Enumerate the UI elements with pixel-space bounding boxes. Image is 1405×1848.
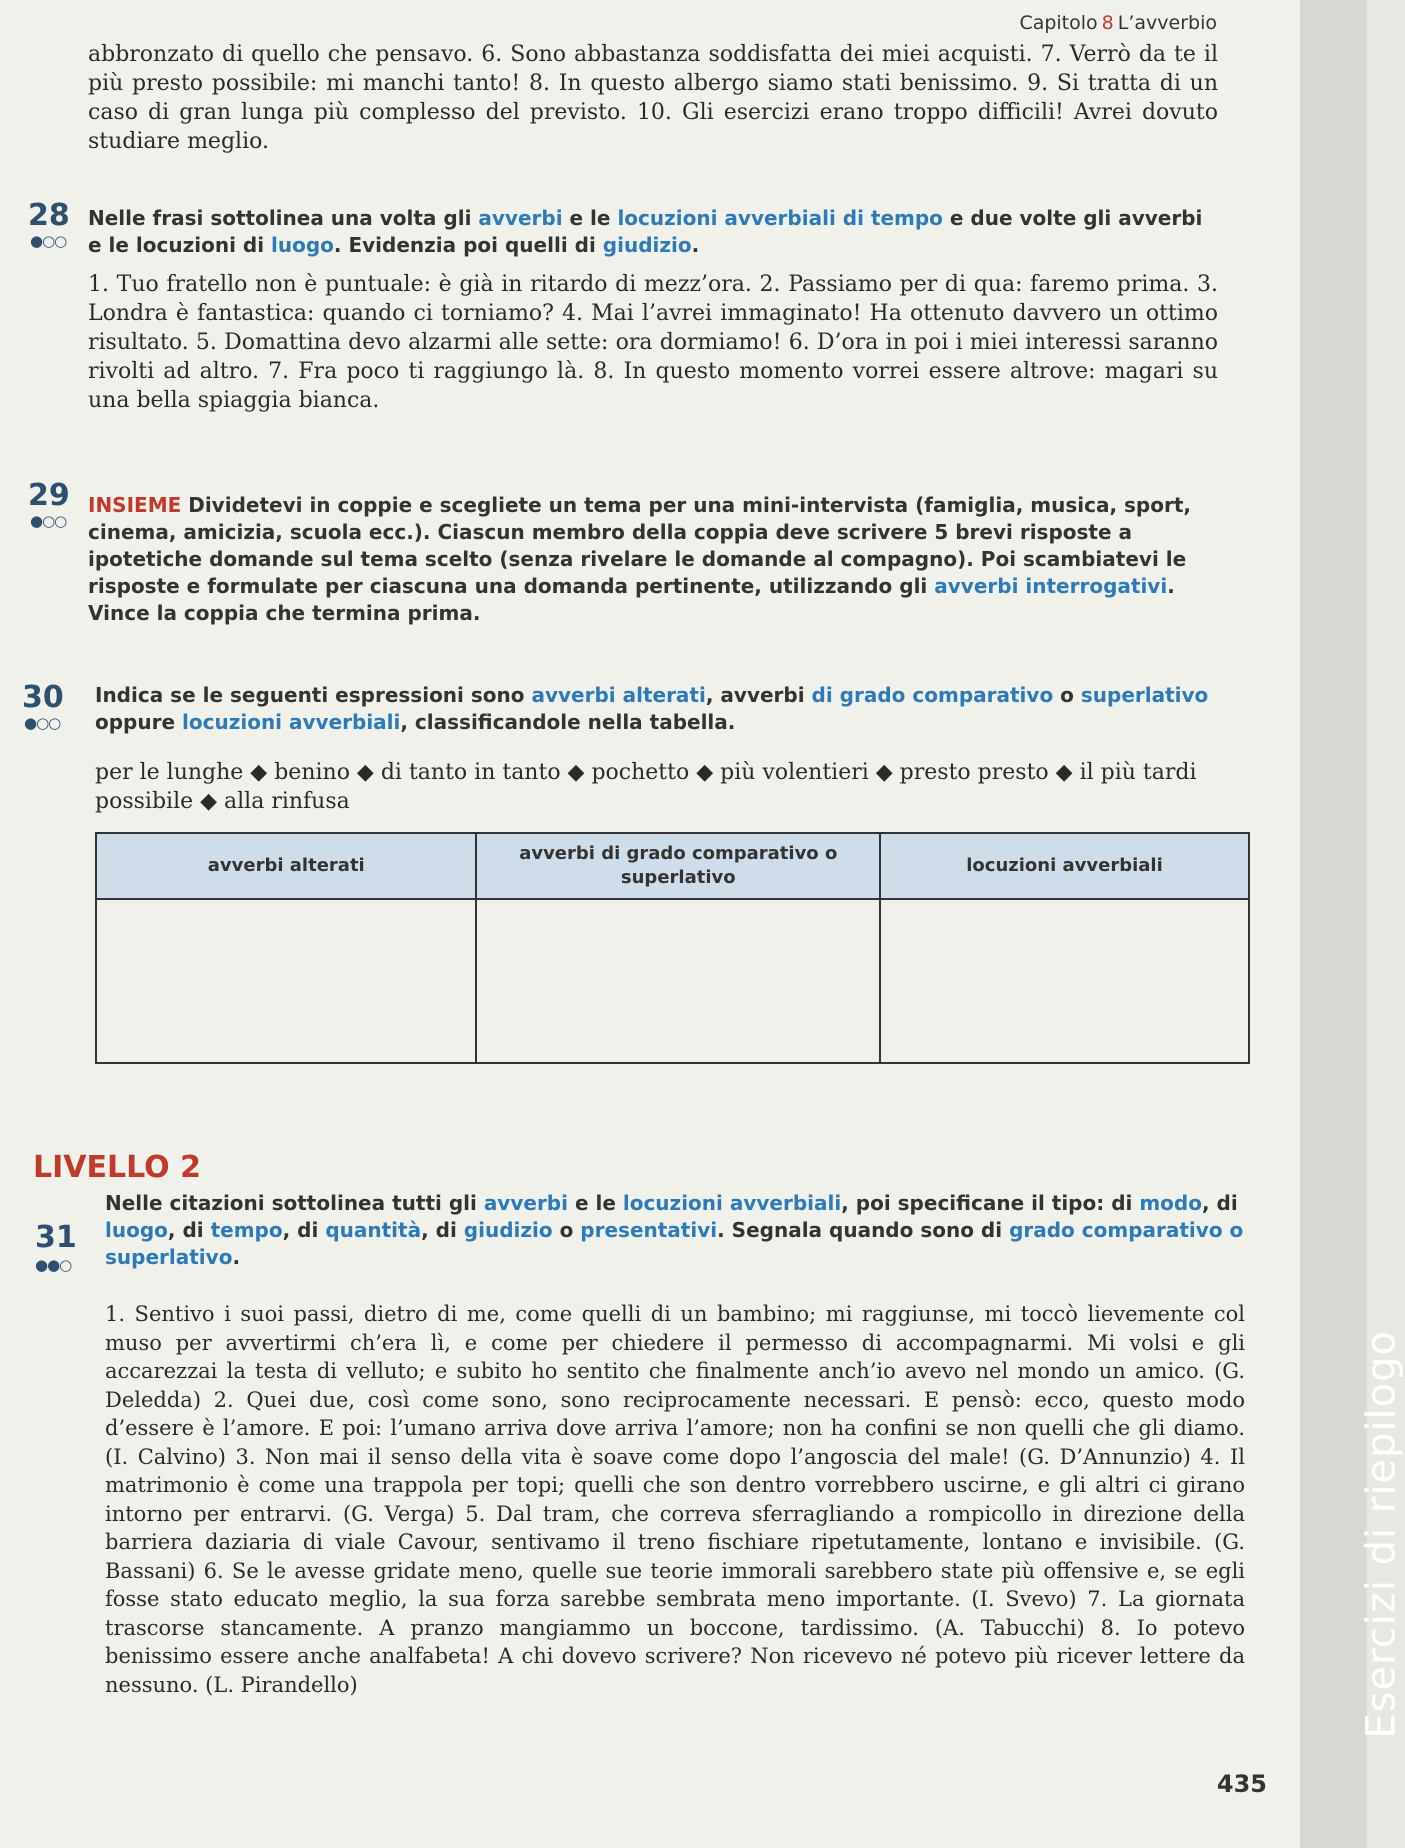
exercise-30-difficulty: ●○○ (24, 714, 61, 732)
exercise-29-number: 29 (28, 478, 70, 513)
exercise-30-word-list: per le lunghe ◆ benino ◆ di tanto in tanto ◆ pochetto ◆ più volentieri ◆ presto presto ◆ il più tardi possibile ◆ alla rinfusa (95, 760, 1197, 814)
table-cell-locutions[interactable] (880, 899, 1249, 1063)
exercise-30-instruction: Indica se le seguenti espressioni sono avverbi alterati, avverbi di grado comparativo o superlativo oppure locuzioni avverbiali, classificandole nella tabella. (95, 683, 1209, 734)
exercise-31-instruction: Nelle citazioni sottolinea tutti gli avverbi e le locuzioni avverbiali, poi specificane il tipo: di modo, di luogo, di tempo, di quantità, di giudizio o presentativi. Segnala quando sono di grado comparativo o superlativo. (105, 1191, 1244, 1269)
table-header-degree: avverbi di grado comparativo o superlativo (476, 833, 880, 899)
exercise-28-text: 1. Tuo fratello non è puntuale: è già in ritardo di mezz’ora. 2. Passiamo per di qua: faremo prima. 3. Londra è fantastica: quando ci torniamo? 4. Mai l’avrei immaginato! Ha ottenuto davvero un ottimo risultato. 5. Domattina devo alzarmi alle sette: ora dormiamo! 6. D’ora in poi i miei interessi saranno rivolti ad altro. 7. Fra poco ti raggiungo là. 8. In questo momento vorrei essere altrove: magari su una bella spiaggia bianca. (88, 272, 1218, 413)
chapter-title: L’avverbio (1117, 12, 1217, 34)
exercise-31-text: 1. Sentivo i suoi passi, dietro di me, come quelli di un bambino; mi raggiunse, mi toccò lievemente col muso per avvertirmi ch’era lì, e come per chiedere il permesso di accompagnarmi. Mi volsi e gli accarezzai la testa di velluto; e subito ho sentito che finalmente anch’io avevo nel mondo un amico. (G. Deledda) 2. Quei due, così come sono, sono reciprocamente necessari. E pensò: ecco, questo modo d’essere è l’amore. E poi: l’umano arriva dove arriva l’amore; non ha confini se non quelli che gli diamo. (I. Calvino) 3. Non mai il senso della vita è soave come dopo l’angoscia del male! (G. D’Annunzio) 4. Il matrimonio è come una trappola per topi; quelli che son dentro vorrebbero uscirne, e gli altri ci girano intorno per entrarvi. (G. Verga) 5. Dal tram, che correva sferragliando a rompicollo in direzione della barriera daziaria di viale Cavour, sentivamo il treno fischiare ripetutamente, lontano e invisibile. (G. Bassani) 6. Se le avesse gridate meno, quelle sue teorie immorali sarebbero state più offensive e, se egli fosse stato educato meglio, la sua forza sarebbe sembrata meno importante. (I. Svevo) 7. La giornata trascorse stancamente. A pranzo mangiammo un boccone, tardissimo. (A. Tabucchi) 8. Io potevo benissimo essere anche analfabeta! A chi dovevo scrivere? Non ricevevo né potevo più ricever lettere da nessuno. (L. Pirandello) (105, 1302, 1245, 1697)
top-paragraph: abbronzato di quello che pensavo. 6. Sono abbastanza soddisfatta dei miei acquisti. 7. Verrò da te il più presto possibile: mi manchi tanto! 8. In questo albergo siamo stati benissimo. 9. Si tratta di un caso di gran lunga più complesso del previsto. 10. Gli esercizi erano troppo difficili! Avrei dovuto studiare meglio. (88, 42, 1218, 154)
exercise-28-instruction: Nelle frasi sottolinea una volta gli avverbi e le locuzioni avverbiali di tempo e due volte gli avverbi e le locuzioni di luogo. Evidenzia poi quelli di giudizio. (88, 206, 1203, 257)
side-tab (1300, 0, 1405, 1848)
running-header (1019, 12, 1217, 34)
table-cell-altered[interactable] (96, 899, 476, 1063)
side-tab-label: Esercizi di riepilogo (1359, 1330, 1405, 1739)
chapter-number: 8 (1101, 12, 1114, 34)
exercise-28-difficulty: ●○○ (30, 232, 67, 250)
table-header-locutions: locuzioni avverbiali (880, 833, 1249, 899)
table-header-altered: avverbi alterati (96, 833, 476, 899)
exercise-31-number: 31 (35, 1220, 77, 1255)
page-number: 435 (1216, 1770, 1267, 1798)
exercise-29-instruction: INSIEME Dividetevi in coppie e scegliete un tema per una mini-intervista (famiglia, musica, sport, cinema, amicizia, scuola ecc.). Ciascun membro della coppia deve scrivere 5 brevi risposte a ipotetiche domande sul tema scelto (senza rivelare le domande al compagno). Poi scambiatevi le risposte e formulate per ciascuna una domanda pertinente, utilizzando gli avverbi interrogativi. Vince la coppia che termina prima. (88, 493, 1191, 625)
level-heading: LIVELLO 2 (33, 1150, 201, 1185)
exercise-30-number: 30 (22, 680, 64, 715)
table-cell-degree[interactable] (476, 899, 880, 1063)
exercise-28-number: 28 (28, 198, 70, 233)
classification-table (95, 832, 1250, 1064)
exercise-29-difficulty: ●○○ (30, 512, 67, 530)
chapter-label: Capitolo (1019, 12, 1098, 34)
exercise-31-difficulty: ●●○ (35, 1256, 72, 1274)
